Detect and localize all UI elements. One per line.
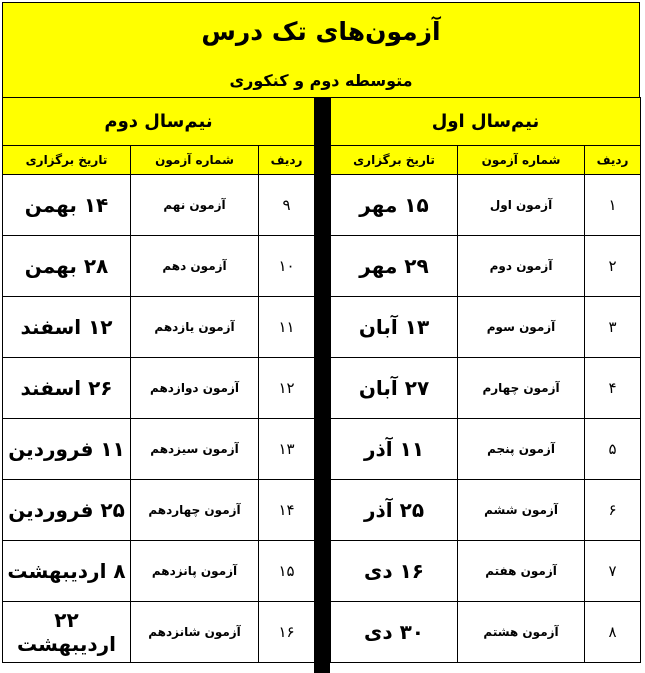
table-row (3, 236, 315, 297)
exam-name-cell: آزمون نهم (131, 175, 259, 236)
row-index-cell: ۴ (585, 358, 641, 419)
table-row (3, 358, 315, 419)
row-index-cell: ۲ (585, 236, 641, 297)
row-index-cell: ۸ (585, 602, 641, 663)
exam-date-cell: ۲۵ فروردین (3, 480, 131, 541)
semester-1-title: نیم‌سال اول (331, 98, 641, 146)
header-block (2, 2, 640, 98)
header-row-index: ردیف (585, 146, 641, 175)
exam-date-cell: ۲۶ اسفند (3, 358, 131, 419)
exam-date-cell: ۱۳ آبان (331, 297, 458, 358)
header-exam-date: تاریخ برگزاری (3, 146, 131, 175)
exam-date-cell: ۲۲ اردیبهشت (3, 602, 131, 663)
table-row (3, 480, 315, 541)
page-title: آزمون‌های تک درس (201, 17, 441, 46)
row-index-cell: ۷ (585, 541, 641, 602)
exam-name-cell: آزمون شانزدهم (131, 602, 259, 663)
table-row (331, 297, 641, 358)
exam-name-cell: آزمون ششم (458, 480, 585, 541)
table-row (331, 236, 641, 297)
semester-1-table (330, 97, 640, 673)
exam-date-cell: ۳۰ دی (331, 602, 458, 663)
exam-date-cell: ۱۴ بهمن (3, 175, 131, 236)
semester-2-rows (3, 175, 315, 663)
exam-date-cell: ۲۷ آبان (331, 358, 458, 419)
row-index-cell: ۱۰ (259, 236, 315, 297)
exam-name-cell: آزمون هفتم (458, 541, 585, 602)
row-index-cell: ۹ (259, 175, 315, 236)
table-row (3, 541, 315, 602)
row-index-cell: ۱۳ (259, 419, 315, 480)
row-index-cell: ۱ (585, 175, 641, 236)
exam-name-cell: آزمون دهم (131, 236, 259, 297)
exam-name-cell: آزمون سیزدهم (131, 419, 259, 480)
row-index-cell: ۱۵ (259, 541, 315, 602)
row-index-cell: ۱۴ (259, 480, 315, 541)
row-index-cell: ۱۲ (259, 358, 315, 419)
exam-name-cell: آزمون یازدهم (131, 297, 259, 358)
header-exam-number: شماره آزمون (458, 146, 585, 175)
exam-name-cell: آزمون هشتم (458, 602, 585, 663)
table-row (3, 419, 315, 480)
header-row-index: ردیف (259, 146, 315, 175)
table-row (3, 297, 315, 358)
semester-1-rows (331, 175, 641, 663)
table-row (331, 175, 641, 236)
page-subtitle: متوسطه دوم و کنکوری (229, 71, 413, 90)
exam-name-cell: آزمون اول (458, 175, 585, 236)
exam-date-cell: ۸ اردیبهشت (3, 541, 131, 602)
exam-date-cell: ۱۱ آذر (331, 419, 458, 480)
exam-name-cell: آزمون سوم (458, 297, 585, 358)
table-row (331, 602, 641, 663)
exam-date-cell: ۲۹ مهر (331, 236, 458, 297)
semester-2-table (2, 97, 314, 673)
row-index-cell: ۱۱ (259, 297, 315, 358)
exam-date-cell: ۱۱ فروردین (3, 419, 131, 480)
table-row (331, 541, 641, 602)
table-row (331, 358, 641, 419)
row-index-cell: ۶ (585, 480, 641, 541)
exam-name-cell: آزمون دوازدهم (131, 358, 259, 419)
table-row (331, 480, 641, 541)
exam-name-cell: آزمون دوم (458, 236, 585, 297)
exam-date-cell: ۱۶ دی (331, 541, 458, 602)
header-exam-date: تاریخ برگزاری (331, 146, 458, 175)
exam-date-cell: ۲۸ بهمن (3, 236, 131, 297)
exam-name-cell: آزمون چهارم (458, 358, 585, 419)
exam-name-cell: آزمون چهاردهم (131, 480, 259, 541)
exam-date-cell: ۱۵ مهر (331, 175, 458, 236)
table-row (3, 175, 315, 236)
exam-name-cell: آزمون پنجم (458, 419, 585, 480)
exam-date-cell: ۲۵ آذر (331, 480, 458, 541)
semester-divider (314, 97, 330, 673)
table-row (3, 602, 315, 663)
row-index-cell: ۳ (585, 297, 641, 358)
semester-2-title: نیم‌سال دوم (3, 98, 315, 146)
header-exam-number: شماره آزمون (131, 146, 259, 175)
row-index-cell: ۱۶ (259, 602, 315, 663)
exam-date-cell: ۱۲ اسفند (3, 297, 131, 358)
exam-name-cell: آزمون پانزدهم (131, 541, 259, 602)
table-row (331, 419, 641, 480)
row-index-cell: ۵ (585, 419, 641, 480)
